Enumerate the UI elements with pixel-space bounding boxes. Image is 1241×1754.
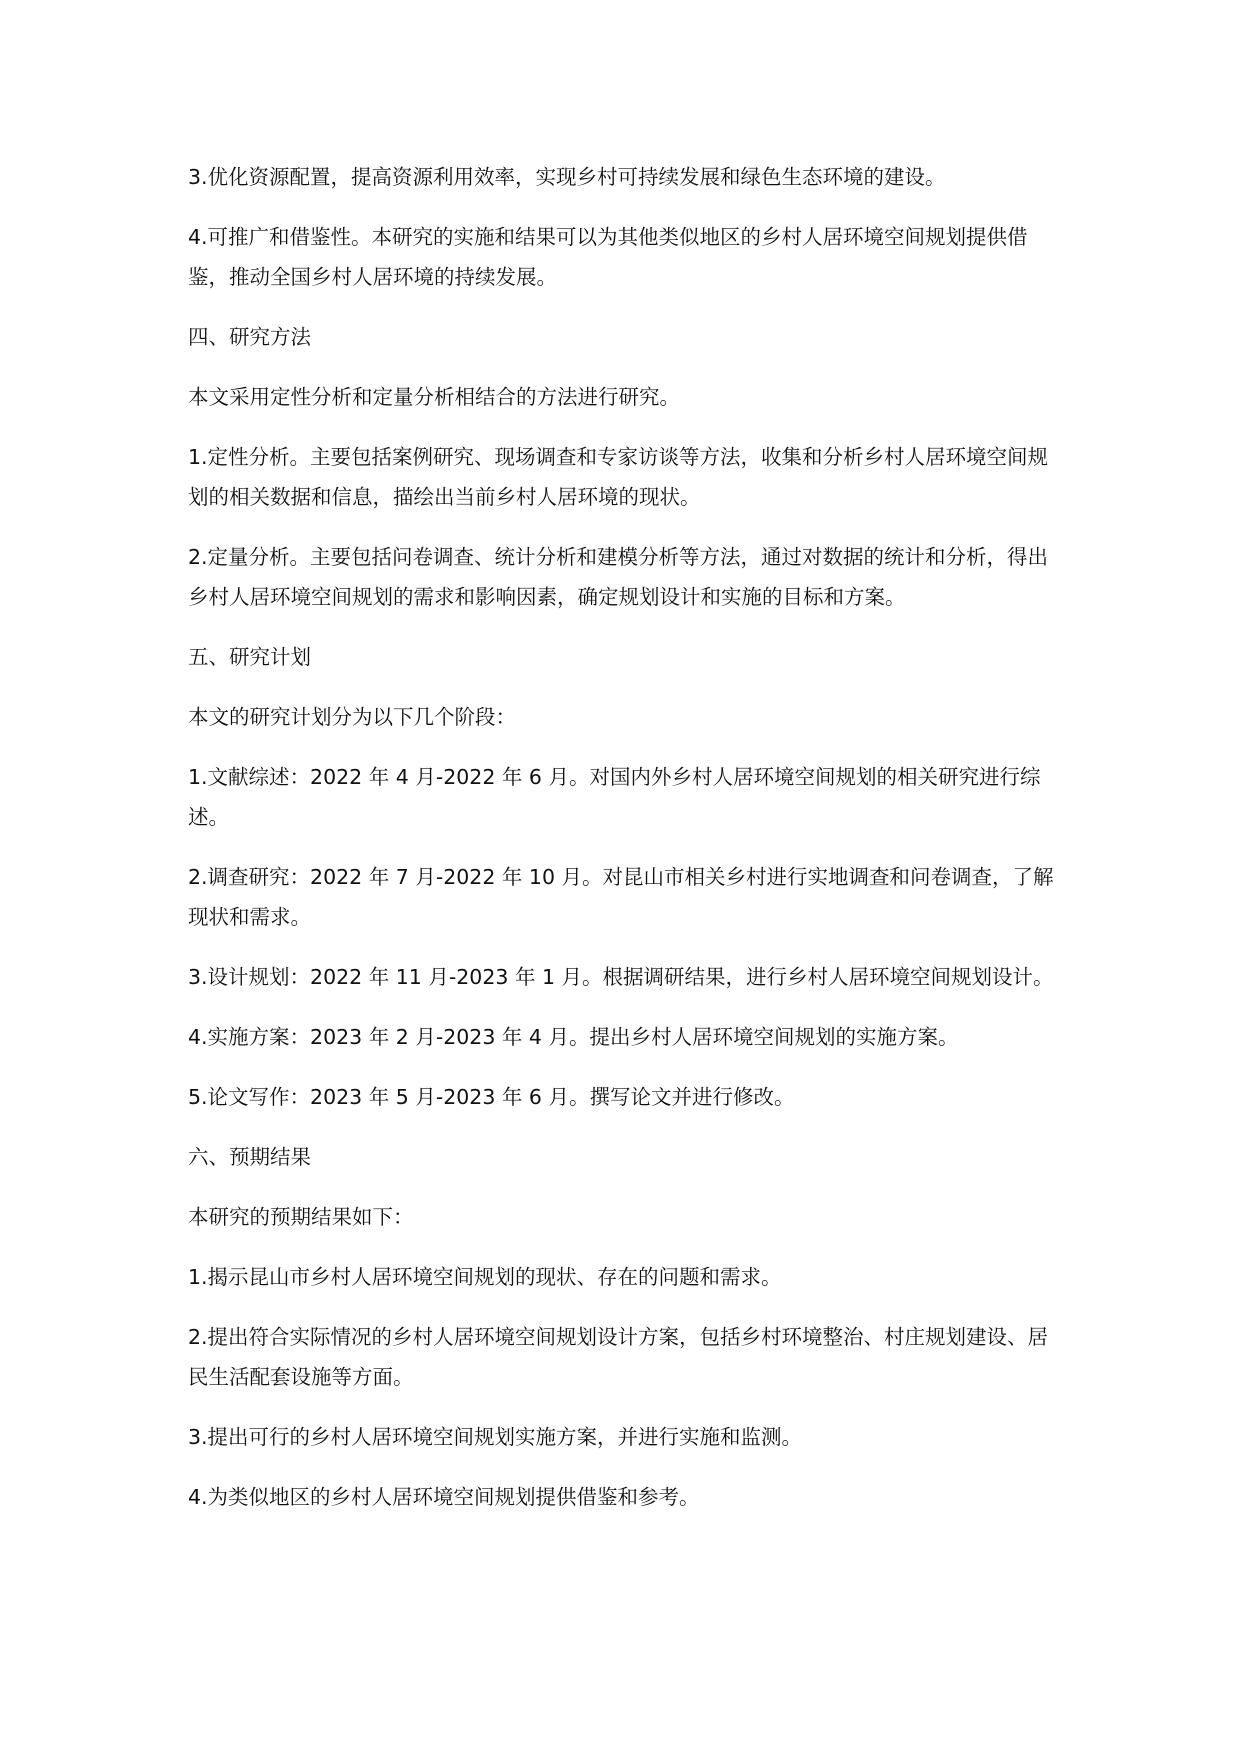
paragraph-methods-intro: 本文采用定性分析和定量分析相结合的方法进行研究。	[188, 385, 680, 409]
paragraph-goal-3: 3.优化资源配置，提高资源利用效率，实现乡村可持续发展和绿色生态环境的建设。	[188, 165, 946, 189]
paragraph-goal-4: 4.可推广和借鉴性。本研究的实施和结果可以为其他类似地区的乡村人居环境空间规划提供借鉴，推动全国乡村人居环境的持续发展。	[188, 225, 1028, 289]
section-heading-results: 六、预期结果	[188, 1145, 311, 1169]
paragraph-plan-stage-5: 5.论文写作：2023 年 5 月-2023 年 6 月。撰写论文并进行修改。	[188, 1085, 795, 1109]
paragraph-result-4: 4.为类似地区的乡村人居环境空间规划提供借鉴和参考。	[188, 1485, 700, 1509]
paragraph-plan-intro: 本文的研究计划分为以下几个阶段：	[188, 705, 516, 729]
paragraph-result-3: 3.提出可行的乡村人居环境空间规划实施方案，并进行实施和监测。	[188, 1425, 803, 1449]
paragraph-plan-stage-4: 4.实施方案：2023 年 2 月-2023 年 4 月。提出乡村人居环境空间规划的实施方案。	[188, 1025, 959, 1049]
paragraph-result-1: 1.揭示昆山市乡村人居环境空间规划的现状、存在的问题和需求。	[188, 1265, 782, 1289]
document-body	[188, 157, 1068, 1537]
paragraph-qualitative-analysis: 1.定性分析。主要包括案例研究、现场调查和专家访谈等方法，收集和分析乡村人居环境空间规划的相关数据和信息，描绘出当前乡村人居环境的现状。	[188, 445, 1049, 509]
paragraph-plan-stage-2: 2.调查研究：2022 年 7 月-2022 年 10 月。对昆山市相关乡村进行实地调查和问卷调查，了解现状和需求。	[188, 865, 1054, 929]
paragraph-quantitative-analysis: 2.定量分析。主要包括问卷调查、统计分析和建模分析等方法，通过对数据的统计和分析，得出乡村人居环境空间规划的需求和影响因素，确定规划设计和实施的目标和方案。	[188, 545, 1049, 609]
paragraph-plan-stage-1: 1.文献综述：2022 年 4 月-2022 年 6 月。对国内外乡村人居环境空间规划的相关研究进行综述。	[188, 765, 1041, 829]
section-heading-methods: 四、研究方法	[188, 325, 311, 349]
paragraph-results-intro: 本研究的预期结果如下：	[188, 1205, 414, 1229]
paragraph-result-2: 2.提出符合实际情况的乡村人居环境空间规划设计方案，包括乡村环境整治、村庄规划建设、居民生活配套设施等方面。	[188, 1325, 1049, 1389]
section-heading-plan: 五、研究计划	[188, 645, 311, 669]
paragraph-plan-stage-3: 3.设计规划：2022 年 11 月-2023 年 1 月。根据调研结果，进行乡村人居环境空间规划设计。	[188, 965, 1054, 989]
